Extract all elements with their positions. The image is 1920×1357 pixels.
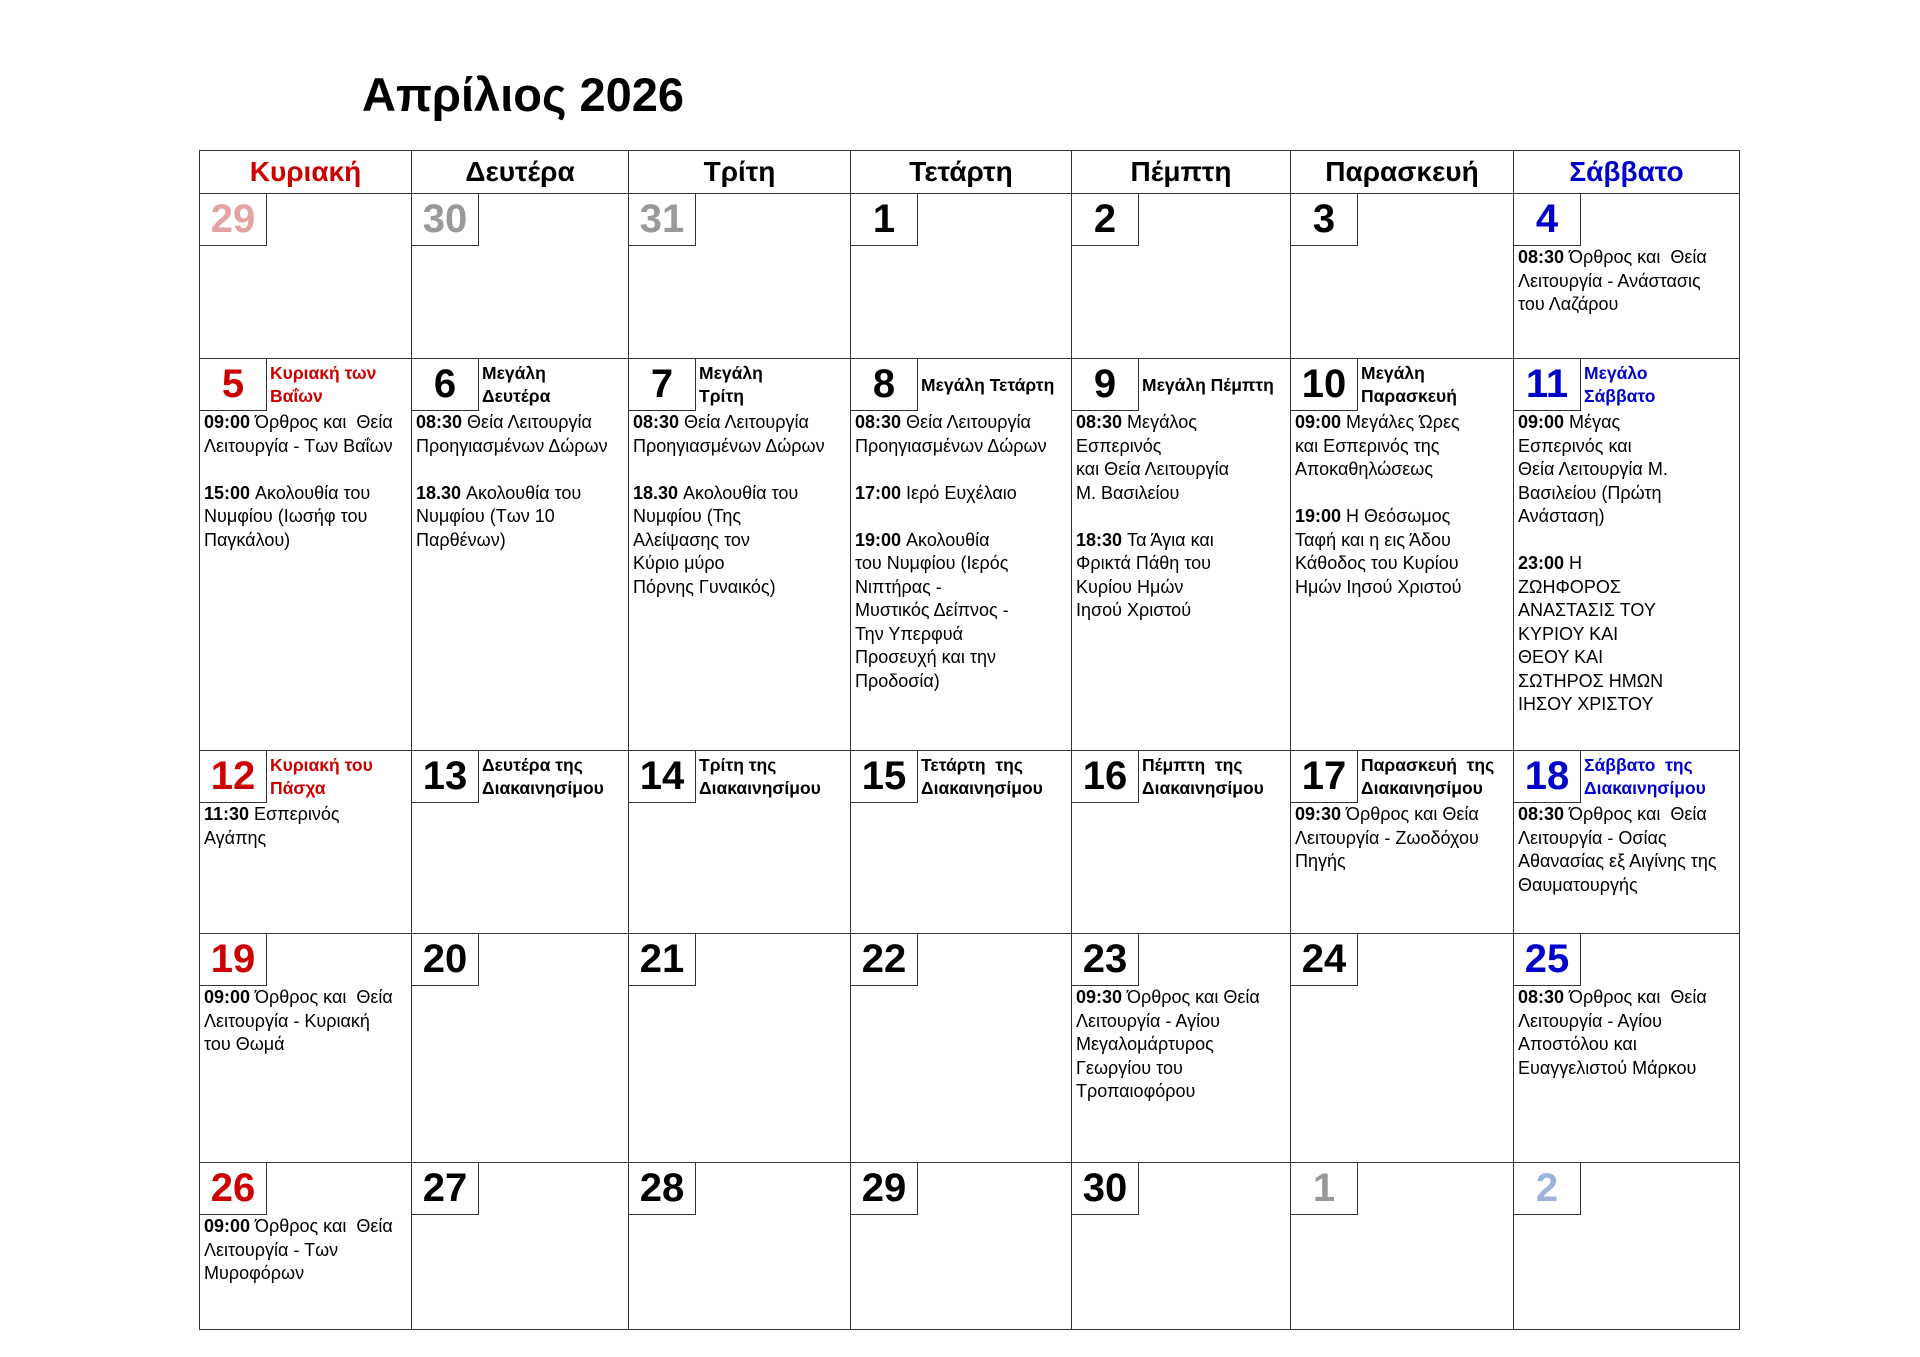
day-cell [1072,194,1291,359]
event-time: 09:00 [204,1216,251,1236]
day-number: 10 [1291,359,1358,411]
weekday-header-friday: Παρασκευή [1291,151,1514,194]
day-cell [1514,1163,1740,1330]
event [204,803,411,850]
day-number: 21 [629,934,696,986]
event-text: Όρθρος και Θεία Λειτουργία - Κυριακή του Θωμά [204,987,393,1054]
day-cell [629,359,851,751]
event-list [204,411,411,552]
event-time: 18.30 [633,482,679,503]
day-cell [1291,934,1514,1163]
holiday-name: Δευτέρα της Διακαινησίμου [482,755,604,798]
day-number: 29 [200,194,267,246]
event-time: 08:30 [416,412,463,432]
day-number: 27 [412,1163,479,1215]
event-list [1076,411,1290,623]
event-list [204,1215,411,1286]
day-number: 24 [1291,934,1358,986]
day-number: 30 [412,194,479,246]
day-cell [200,934,412,1163]
event-list [204,986,411,1057]
event-time: 18.30 [416,482,462,503]
weekday-header-thursday: Πέμπτη [1072,151,1291,194]
calendar-grid [199,150,1740,1330]
day-number: 12 [200,751,267,803]
holiday-name: Τετάρτη της Διακαινησίμου [921,755,1043,798]
event [204,986,411,1057]
day-number: 11 [1514,359,1581,411]
day-cell [851,751,1072,934]
day-number: 1 [851,194,918,246]
day-number: 4 [1514,194,1581,246]
event [633,411,850,458]
event [1518,803,1739,897]
day-number: 16 [1072,751,1139,803]
day-number: 7 [629,359,696,411]
event [1295,505,1513,599]
event [204,411,411,458]
day-cell [1514,194,1740,359]
event-text: Ακολουθία του Νυμφίου (Ιωσήφ του Παγκάλου) [204,482,371,550]
event-text: Όρθρος και Θεία Λειτουργία - Ανάστασις του Λαζάρου [1518,247,1707,314]
event-time: 23:00 [1518,553,1565,573]
day-number: 26 [200,1163,267,1215]
event-time: 19:00 [1295,506,1342,526]
event-list [1076,986,1290,1104]
event [1076,986,1290,1104]
event-time: 18:30 [1076,529,1123,550]
event-time: 08:30 [1518,247,1565,267]
holiday-name: Μεγάλη Τετάρτη [921,374,1055,395]
event [416,482,628,553]
day-cell [629,1163,851,1330]
day-cell [200,1163,412,1330]
day-cell [629,194,851,359]
day-cell [1072,751,1291,934]
holiday-name: Μεγάλη Δευτέρα [482,363,551,406]
event [1518,411,1739,529]
event-list [1295,411,1513,599]
event-time: 17:00 [855,482,902,503]
day-number: 1 [1291,1163,1358,1215]
day-cell [412,751,629,934]
day-cell [200,751,412,934]
event-time: 19:00 [855,529,902,550]
event-text: Όρθρος και Θεία Λειτουργία - Αγίου Μεγαλομάρτυρος Γεωργίου του Τροπαιοφόρου [1076,987,1260,1101]
day-number: 2 [1072,194,1139,246]
event-list [1295,803,1513,874]
day-number: 28 [629,1163,696,1215]
event-time: 08:30 [1076,412,1123,432]
event-time: 09:00 [1518,412,1565,432]
day-cell [412,194,629,359]
day-number: 8 [851,359,918,411]
event-list [1518,246,1739,317]
day-number: 9 [1072,359,1139,411]
day-number: 3 [1291,194,1358,246]
day-cell [200,194,412,359]
event-time: 09:30 [1076,987,1123,1007]
event [855,529,1071,694]
event-list [204,803,411,850]
event-text: Μεγάλος Εσπερινός και Θεία Λειτουργία Μ. Βασιλείου [1076,412,1230,503]
event-text: Μεγάλες Ώρες και Εσπερινός της Αποκαθηλώσεως [1295,412,1460,479]
day-cell [1514,751,1740,934]
holiday-name: Κυριακή των Βαΐων [270,363,377,406]
event-time: 09:00 [204,987,251,1007]
holiday-name: Σάββατο της Διακαινησίμου [1584,755,1706,798]
day-cell [851,359,1072,751]
day-cell [1072,1163,1291,1330]
day-number: 29 [851,1163,918,1215]
event-list [1518,411,1739,717]
day-number: 5 [200,359,267,411]
day-number: 31 [629,194,696,246]
day-number: 25 [1514,934,1581,986]
holiday-name: Μεγάλη Τρίτη [699,363,763,406]
event [204,1215,411,1286]
event-time: 09:00 [204,412,251,432]
day-cell [1514,934,1740,1163]
event-text: Μέγας Εσπερινός και Θεία Λειτουργία Μ. Βασιλείου (Πρώτη Ανάσταση) [1518,412,1668,526]
event-text: Τα Άγια και Φρικτά Πάθη του Κυρίου Ημών Ιησού Χριστού [1076,529,1214,620]
holiday-name: Πέμπτη της Διακαινησίμου [1142,755,1264,798]
day-cell [412,934,629,1163]
day-number: 17 [1291,751,1358,803]
day-cell [412,1163,629,1330]
event-time: 15:00 [204,482,251,503]
holiday-name: Κυριακή του Πάσχα [270,755,373,798]
event [1518,986,1739,1080]
day-cell [1291,194,1514,359]
day-cell [1291,359,1514,751]
holiday-name: Μεγάλο Σάββατο [1584,363,1656,406]
event-text: Η Θεόσωμος Ταφή και η εις Άδου Κάθοδος του Κυρίου Ημών Ιησού Χριστού [1295,506,1462,597]
day-cell [200,359,412,751]
event-time: 08:30 [1518,804,1565,824]
weekday-header-sunday: Κυριακή [200,151,412,194]
day-number: 6 [412,359,479,411]
event-text: Όρθρος και Θεία Λειτουργία - Ζωοδόχου Πηγής [1295,804,1479,871]
event-list [855,411,1071,693]
event-list [633,411,850,599]
day-number: 23 [1072,934,1139,986]
event [416,411,628,458]
event-text: Θεία Λειτουργία Προηγιασμένων Δώρων [416,412,608,456]
day-cell [1072,934,1291,1163]
event-time: 09:00 [1295,412,1342,432]
event-text: Όρθρος και Θεία Λειτουργία - Των Βαΐων [204,412,393,456]
event [633,482,850,600]
event [1295,411,1513,482]
event-time: 09:30 [1295,804,1342,824]
event [1076,411,1290,505]
day-cell [629,751,851,934]
event-time: 08:30 [855,412,902,432]
event-time: 08:30 [633,412,680,432]
event-text: Θεία Λειτουργία Προηγιασμένων Δώρων [633,412,825,456]
event [1295,803,1513,874]
holiday-name: Μεγάλη Παρασκευή [1361,363,1457,406]
day-number: 19 [200,934,267,986]
event [1518,246,1739,317]
calendar-title: Απρίλιος 2026 [362,68,685,121]
day-cell [1514,359,1740,751]
holiday-name: Τρίτη της Διακαινησίμου [699,755,821,798]
day-number: 22 [851,934,918,986]
day-cell [851,194,1072,359]
day-number: 30 [1072,1163,1139,1215]
event-list [1518,803,1739,897]
event [1076,529,1290,623]
day-cell [1291,751,1514,934]
event [1518,552,1739,717]
event-time: 11:30 [204,804,250,824]
holiday-name: Παρασκευή της Διακαινησίμου [1361,755,1495,798]
event-text: Εσπερινός Αγάπης [204,804,340,848]
day-cell [412,359,629,751]
event [855,482,1071,506]
event-text: Θεία Λειτουργία Προηγιασμένων Δώρων [855,412,1047,456]
event-text: Η ΖΩΗΦΟΡΟΣ ΑΝΑΣΤΑΣΙΣ ΤΟΥ ΚΥΡΙΟΥ ΚΑΙ ΘΕΟΥ ΚΑΙ ΣΩΤΗΡΟΣ ΗΜΩΝ ΙΗΣΟΥ ΧΡΙΣΤΟΥ [1518,553,1664,714]
event-text: Ακολουθία του Νυμφίου (Της Αλείψασης τον Κύριο μύρο Πόρνης Γυναικός) [633,482,799,597]
weekday-header-saturday: Σάββατο [1514,151,1740,194]
day-cell [851,1163,1072,1330]
day-cell [1072,359,1291,751]
event-text: Ιερό Ευχέλαιο [906,482,1017,503]
day-cell [851,934,1072,1163]
weekday-header-monday: Δευτέρα [412,151,629,194]
event-list [416,411,628,552]
day-number: 20 [412,934,479,986]
event [204,482,411,553]
day-number: 13 [412,751,479,803]
event-text: Όρθρος και Θεία Λειτουργία - Των Μυροφόρων [204,1216,393,1283]
event-text: Ακολουθία του Νυμφίου (Ιερός Νιπτήρας - Μυστικός Δείπνος - Την Υπερφυά Προσευχή και την Προδοσία) [855,529,1009,691]
event-text: Ακολουθία του Νυμφίου (Των 10 Παρθένων) [416,482,582,550]
day-number: 18 [1514,751,1581,803]
weekday-header-wednesday: Τετάρτη [851,151,1072,194]
day-cell [1291,1163,1514,1330]
day-number: 14 [629,751,696,803]
holiday-name: Μεγάλη Πέμπτη [1142,374,1274,395]
event [855,411,1071,458]
day-number: 2 [1514,1163,1581,1215]
event-text: Όρθρος και Θεία Λειτουργία - Οσίας Αθανασίας εξ Αιγίνης της Θαυματουργής [1518,804,1717,895]
day-number: 15 [851,751,918,803]
event-text: Όρθρος και Θεία Λειτουργία - Αγίου Αποστόλου και Ευαγγελιστού Μάρκου [1518,987,1707,1078]
day-cell [629,934,851,1163]
weekday-header-tuesday: Τρίτη [629,151,851,194]
event-list [1518,986,1739,1080]
event-time: 08:30 [1518,987,1565,1007]
